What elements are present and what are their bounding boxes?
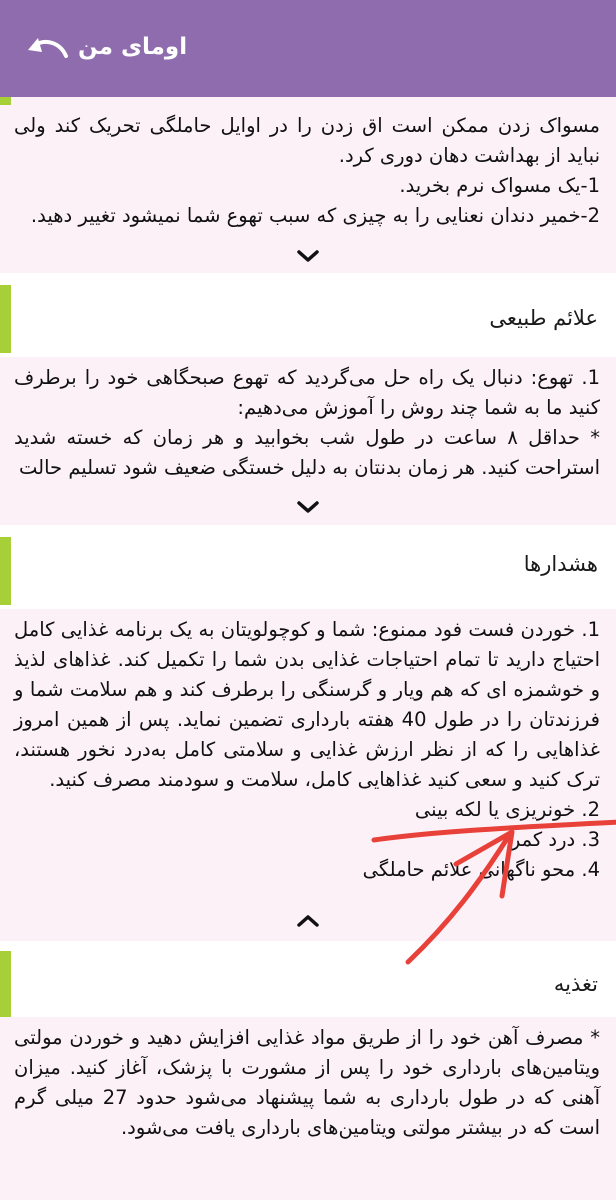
card-line: * حداقل ۸ ساعت در طول شب بخوابید و هر زمان که خسته شدید استراحت کنید. هر زمان بدنتان به دلیل خستگی ضعیف شود تسلیم حالت [14,426,600,479]
back-arrow-icon [24,30,70,64]
card-line: 1-یک مسواک نرم بخرید. [399,174,600,197]
card-line: 2-خمیر دندان نعنایی را به چیزی که سبب تهوع شما نمیشود تغییر دهید. [30,204,600,227]
chevron-down-icon[interactable] [294,498,322,516]
chevron-up-icon[interactable] [294,912,322,930]
card-line: 3. درد کمر [510,828,600,851]
card-text [14,363,600,483]
content-scroll[interactable] [0,97,616,1200]
card-text [14,111,600,231]
page-title: اومای من [78,34,188,60]
accent-bar [0,951,11,1019]
accent-bar [0,537,11,605]
section-title: علائم طبیعی [489,306,598,330]
card-warnings [0,609,616,941]
accent-bar [0,97,11,105]
section-title: هشدارها [523,552,598,576]
card-line: 1. خوردن فست فود ممنوع: شما و کوچولویتان به یک برنامه غذایی کامل احتیاج دارید تا تمام احتیاجات غذایی بدن شما را تکمیل کند. غذاهای لذیذ و خوشمزه ای که هم ویار و گرسنگی را برطرف کند و هم سلامت شما و فرزندتان را در طول 40 هفته بارداری تضمین نماید. پس از همین امروز غذاهایی را که از نظر ارزش غذایی و سلامتی کامل به‌درد نخور هستند، ترک کنید و سعی کنید غذاهایی کامل، سلامت و سودمند مصرف کنید. [14,618,600,791]
section-title: تغذیه [553,972,598,996]
card-line: * مصرف آهن خود را از طریق مواد غذایی افزایش دهید و خوردن مولتی ویتامین‌های بارداری خود را پس از مشورت با پزشک، آغاز کنید. میزان آهنی که در طول بارداری به شما پیشنهاد می‌شود حدود 27 میلی گرم است که در بیشتر مولتی ویتامین‌های بارداری یافت می‌شود. [14,1026,600,1139]
accent-bar [0,285,11,353]
chevron-down-icon[interactable] [294,247,322,265]
section-header[interactable] [0,941,616,1025]
card-text [14,1023,600,1143]
card-text [14,615,600,885]
back-button[interactable] [24,30,70,64]
card-oral-hygiene [0,97,616,273]
section-header[interactable] [0,525,616,609]
card-line: 2. خونریزی یا لکه بینی [414,798,600,821]
section-header[interactable] [0,273,616,357]
card-line: مسواک زدن ممکن است اق زدن را در اوایل حاملگی تحریک کند ولی نباید از بهداشت دهان دوری کرد. [14,114,600,167]
card-normal-symptoms [0,357,616,525]
card-nutrition [0,1017,616,1200]
card-line: 4. محو ناگهانی علائم حاملگی [362,858,600,881]
card-line: 1. تهوع: دنبال یک راه حل می‌گردید که تهوع صبحگاهی خود را برطرف کنید ما به شما چند روش را آموزش می‌دهیم: [14,366,600,419]
app-bar [0,0,616,97]
